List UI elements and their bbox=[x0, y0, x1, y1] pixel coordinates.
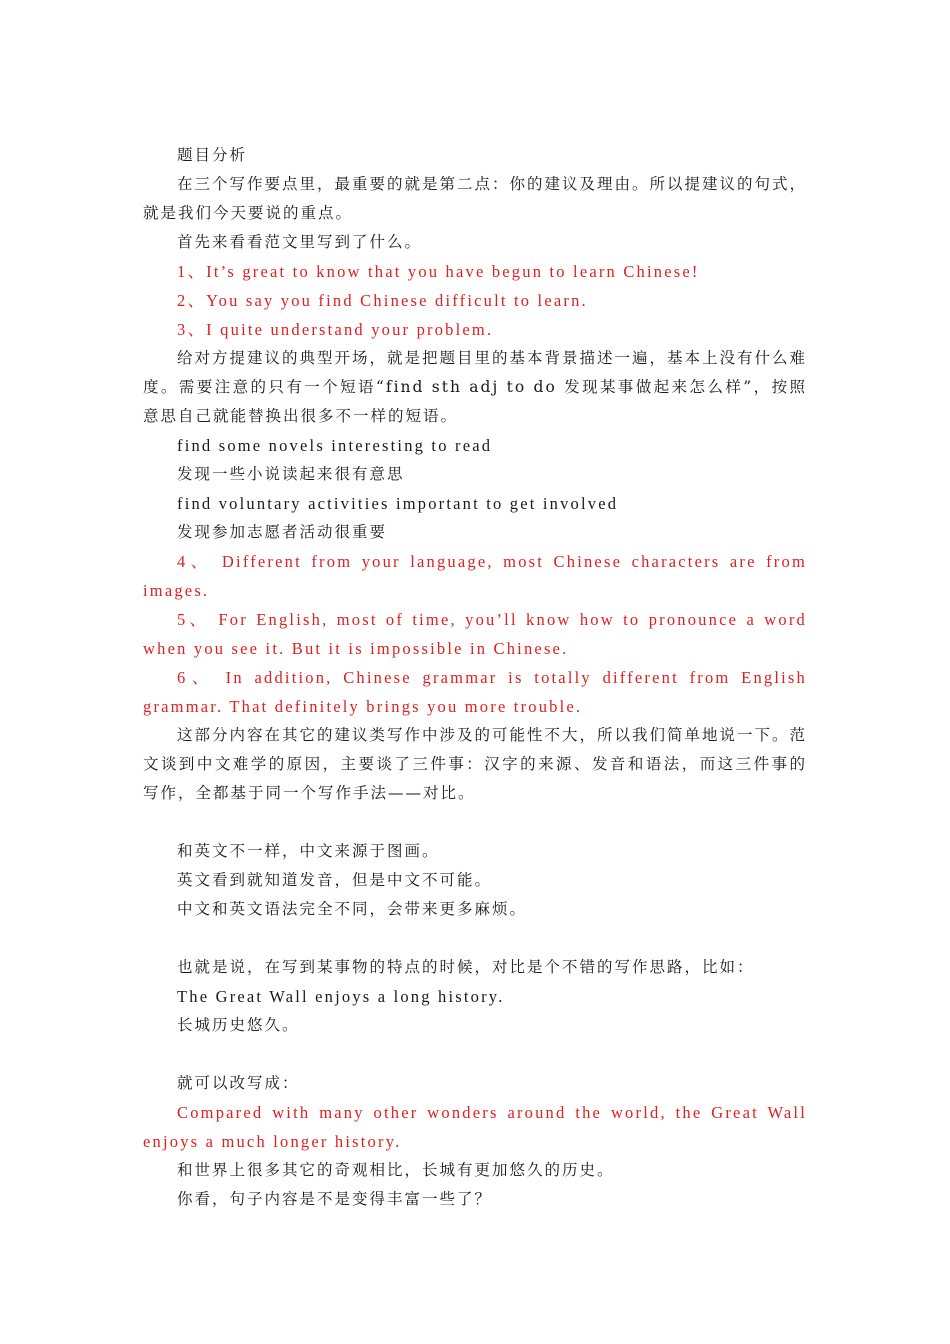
blank-line bbox=[143, 924, 807, 953]
blank-line bbox=[143, 1040, 807, 1069]
rewrite-example-en: Compared with many other wonders around the world, the Great Wall enjoys a much longer history. bbox=[143, 1103, 807, 1151]
example-sentence-1: 1、It’s great to know that you have begun to learn Chinese! bbox=[177, 262, 700, 281]
paragraph-lead: 首先来看看范文里写到了什么。 bbox=[177, 233, 423, 251]
example-sentence-3: 3、I quite understand your problem. bbox=[177, 320, 494, 339]
paragraph-intro: 在三个写作要点里，最重要的就是第二点：你的建议及理由。所以提建议的句式，就是我们今天要说的重点。 bbox=[143, 175, 808, 222]
phrase-example-1-en: find some novels interesting to read bbox=[177, 436, 493, 455]
example-sentence-4: 4、 Different from your language, most Chinese characters are from images. bbox=[143, 552, 807, 600]
example-sentence-6: 6、 In addition, Chinese grammar is totally different from English grammar. That definitely brings you more trouble. bbox=[143, 668, 807, 716]
phrase-example-1-zh: 发现一些小说读起来很有意思 bbox=[177, 465, 405, 483]
summary-line-1: 和英文不一样，中文来源于图画。 bbox=[177, 842, 440, 860]
rewrite-intro: 就可以改写成： bbox=[177, 1074, 300, 1092]
paragraph-contrast-tip: 也就是说，在写到某事物的特点的时候，对比是个不错的写作思路，比如： bbox=[177, 958, 755, 976]
document-body bbox=[143, 141, 807, 1214]
section-heading: 题目分析 bbox=[177, 146, 248, 164]
paragraph-contrast-explanation: 这部分内容在其它的建议类写作中涉及的可能性不大，所以我们简单地说一下。范文谈到中文难学的原因，主要谈了三件事：汉字的来源、发音和语法，而这三件事的写作，全都基于同一个写作手法——对比。 bbox=[143, 726, 808, 802]
phrase-example-2-zh: 发现参加志愿者活动很重要 bbox=[177, 523, 388, 541]
phrase-example-2-en: find voluntary activities important to get involved bbox=[177, 494, 619, 513]
paragraph-opening-explanation: 给对方提建议的典型开场，就是把题目里的基本背景描述一遍，基本上没有什么难度。需要注意的只有一个短语“find sth adj to do 发现某事做起来怎么样”，按照意思自己就能替换出很多不一样的短语。 bbox=[143, 349, 808, 425]
summary-line-3: 中文和英文语法完全不同，会带来更多麻烦。 bbox=[177, 900, 528, 918]
blank-line bbox=[143, 808, 807, 837]
example-sentence-5: 5、 For English, most of time, you’ll know how to pronounce a word when you see it. But it is impossible in Chinese. bbox=[143, 610, 807, 658]
example-sentence-2: 2、You say you find Chinese difficult to learn. bbox=[177, 291, 588, 310]
closing-question: 你看，句子内容是不是变得丰富一些了？ bbox=[177, 1190, 493, 1208]
rewrite-example-zh: 和世界上很多其它的奇观相比，长城有更加悠久的历史。 bbox=[177, 1161, 615, 1179]
summary-line-2: 英文看到就知道发音，但是中文不可能。 bbox=[177, 871, 493, 889]
example-original-en: The Great Wall enjoys a long history. bbox=[177, 987, 505, 1006]
example-original-zh: 长城历史悠久。 bbox=[177, 1016, 300, 1034]
